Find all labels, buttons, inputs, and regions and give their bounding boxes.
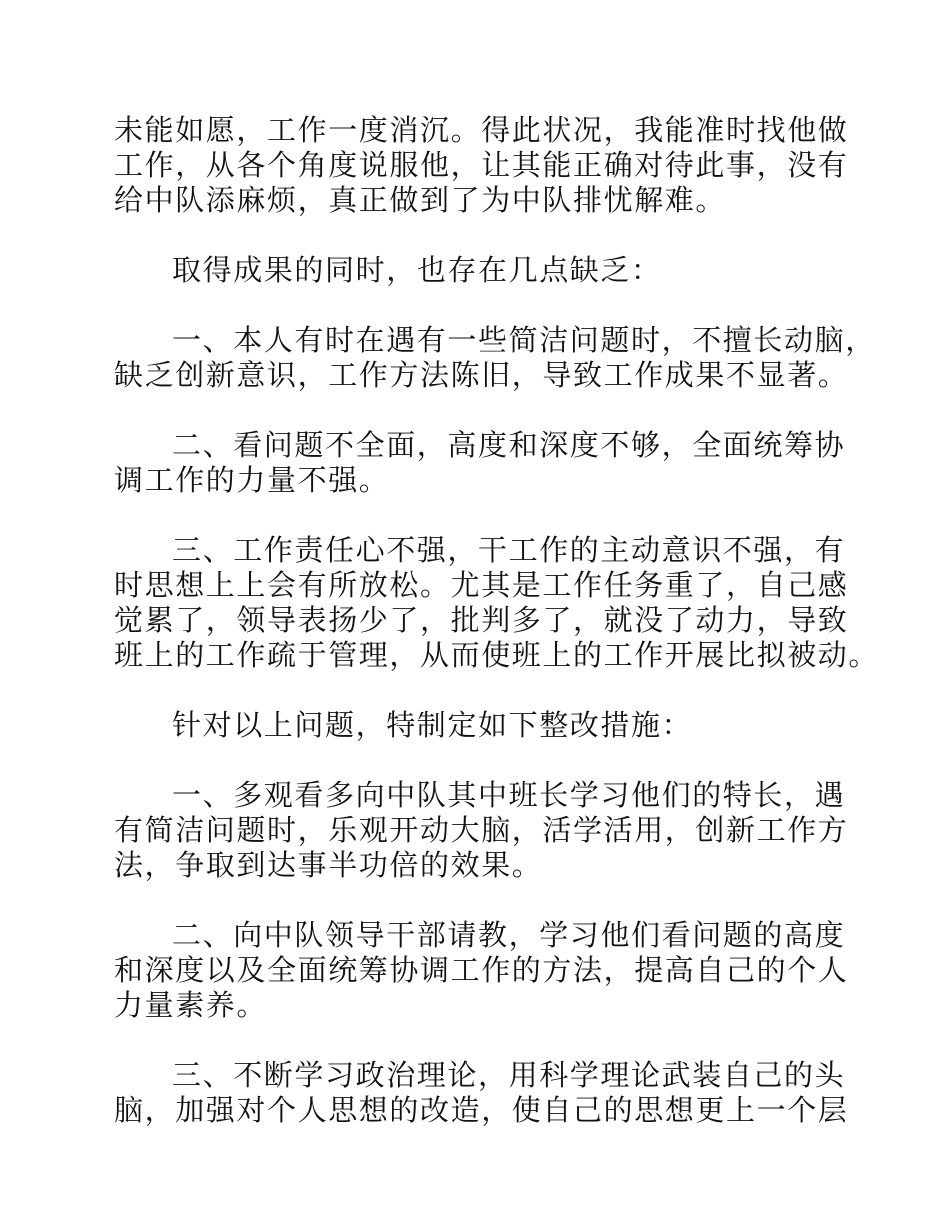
text-line: 缺乏创新意识，工作方法陈旧，导致工作成果不显著。 — [114, 358, 849, 392]
document-body — [114, 113, 880, 1163]
text-line: 班上的工作疏于管理，从而使班上的工作开展比拟被动。 — [114, 638, 880, 672]
text-line: 二、向中队领导干部请教，学习他们看问题的高度 — [172, 918, 846, 952]
text-line: 一、本人有时在遇有一些简洁问题时，不擅长动脑， — [172, 323, 876, 357]
paragraph-measure-3 — [114, 1058, 849, 1128]
text-line: 一、多观看多向中队其中班长学习他们的特长，遇 — [172, 778, 846, 812]
paragraph-measures-intro — [114, 708, 844, 743]
paragraph-shortcoming-2 — [114, 428, 844, 498]
text-line: 脑，加强对个人思想的改造，使自己的思想更上一个层 — [114, 1093, 849, 1127]
text-line: 三、不断学习政治理论，用科学理论武装自己的头 — [172, 1058, 846, 1092]
text-line: 觉累了，领导表扬少了，批判多了，就没了动力，导致 — [114, 603, 849, 637]
paragraph-shortcoming-3 — [114, 533, 880, 673]
text-line: 二、看问题不全面，高度和深度不够，全面统筹协 — [172, 428, 846, 462]
text-line: 取得成果的同时，也存在几点缺乏： — [172, 253, 662, 287]
text-line: 工作，从各个角度说服他，让其能正确对待此事，没有 — [114, 148, 849, 182]
text-line: 和深度以及全面统筹协调工作的方法，提高自己的个人 — [114, 953, 849, 987]
paragraph-shortcomings-intro — [114, 253, 844, 288]
text-line: 调工作的力量不强。 — [114, 463, 390, 497]
text-line: 时思想上上会有所放松。尤其是工作任务重了，自己感 — [114, 568, 849, 602]
paragraph-measure-2 — [114, 918, 849, 1023]
paragraph-continuation — [114, 113, 849, 218]
text-line: 有简洁问题时，乐观开动大脑，活学活用，创新工作方 — [114, 813, 849, 847]
text-line: 未能如愿，工作一度消沉。得此状况，我能准时找他做 — [114, 113, 849, 147]
text-line: 给中队添麻烦，真正做到了为中队排忧解难。 — [114, 183, 727, 217]
text-line: 针对以上问题，特制定如下整改措施： — [172, 708, 693, 742]
text-line: 法，争取到达事半功倍的效果。 — [114, 848, 543, 882]
paragraph-shortcoming-1 — [114, 323, 876, 393]
text-line: 三、工作责任心不强，干工作的主动意识不强，有 — [172, 533, 846, 567]
text-line: 力量素养。 — [114, 988, 268, 1022]
paragraph-measure-1 — [114, 778, 849, 883]
